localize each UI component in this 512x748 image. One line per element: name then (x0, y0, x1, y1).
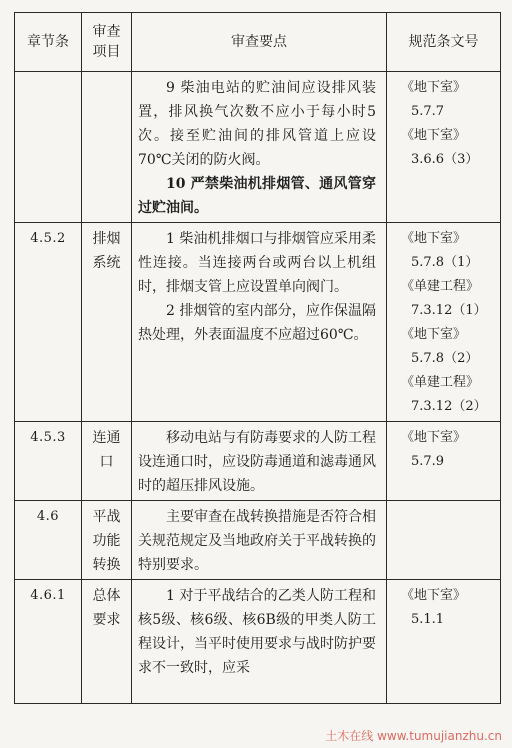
spec-clause-number: 7.3.12（1） (411, 303, 487, 318)
section-number: 4.6.1 (15, 580, 82, 704)
spec-name: 《单建工程》 (401, 375, 480, 390)
spec-name: 《单建工程》 (401, 279, 480, 294)
section-number: 4.6 (15, 501, 82, 580)
section-number: 4.5.3 (15, 422, 82, 501)
spec-name: 《地下室》 (401, 588, 467, 603)
review-item: 平战 功能 转换 (82, 501, 132, 580)
table-row (15, 223, 501, 422)
spec-clause-number: 7.3.12（2） (411, 399, 487, 414)
spec-clause-number: 5.7.7 (411, 104, 445, 119)
table-row (15, 422, 501, 501)
review-point-paragraph: 9 柴油电站的贮油间应设排风装置，排风换气次数不应小于每小时5次。接至贮油间的排风管道上应设70℃关闭的防火阀。 (138, 80, 376, 168)
review-item: 总体 要求 (82, 580, 132, 704)
review-point-paragraph: 2 排烟管的室内部分，应作保温隔热处理，外表面温度不应超过60℃。 (138, 303, 376, 343)
spec-clause-number: 5.7.8（2） (411, 351, 479, 366)
review-points (132, 72, 387, 223)
review-point-paragraph: 移动电站与有防毒要求的人防工程设连通口时，应设防毒通道和滤毒通风时的超压排风设施。 (138, 430, 376, 494)
review-table (14, 12, 501, 704)
table-body (15, 72, 501, 704)
review-points (132, 501, 387, 580)
review-point-paragraph: 10 严禁柴油机排烟管、通风管穿过贮油间。 (138, 176, 376, 216)
spec-references (387, 223, 501, 422)
spec-clause-number: 5.7.9 (411, 454, 445, 469)
header-section: 章节条 (15, 13, 82, 72)
header-item: 审查 项目 (82, 13, 132, 72)
review-point-paragraph: 主要审查在战转换措施是否符合相关规范规定及当地政府关于平战转换的特别要求。 (138, 509, 376, 573)
section-number: 4.5.2 (15, 223, 82, 422)
spec-clause-number: 5.1.1 (411, 612, 445, 627)
review-points (132, 580, 387, 704)
spec-references (387, 422, 501, 501)
spec-references (387, 580, 501, 704)
spec-references (387, 501, 501, 580)
review-item: 连通 口 (82, 422, 132, 501)
spec-name: 《地下室》 (401, 80, 467, 95)
review-item (82, 72, 132, 223)
spec-references (387, 72, 501, 223)
review-points (132, 223, 387, 422)
spec-name: 《地下室》 (401, 231, 467, 246)
header-refs: 规范条文号 (387, 13, 501, 72)
table-row (15, 72, 501, 223)
table-header-row (15, 13, 501, 72)
review-item: 排烟 系统 (82, 223, 132, 422)
spec-name: 《地下室》 (401, 327, 467, 342)
review-point-paragraph: 1 对于平战结合的乙类人防工程和核5级、核6级、核6B级的甲类人防工程设计，当平时使用要求与战时防护要求不一致时，应采 (138, 588, 376, 676)
spec-clause-number: 3.6.6（3） (411, 152, 479, 167)
table-row (15, 501, 501, 580)
spec-name: 《地下室》 (401, 128, 467, 143)
spec-name: 《地下室》 (401, 430, 467, 445)
header-points: 审查要点 (132, 13, 387, 72)
review-point-paragraph: 1 柴油机排烟口与排烟管应采用柔性连接。当连接两台或两台以上机组时，排烟支管上应设置单向阀门。 (138, 231, 376, 295)
table-row (15, 580, 501, 704)
spec-clause-number: 5.7.8（1） (411, 255, 479, 270)
watermark: 土木在线 www.tumujianzhu.cn (325, 729, 502, 743)
review-points (132, 422, 387, 501)
section-number (15, 72, 82, 223)
